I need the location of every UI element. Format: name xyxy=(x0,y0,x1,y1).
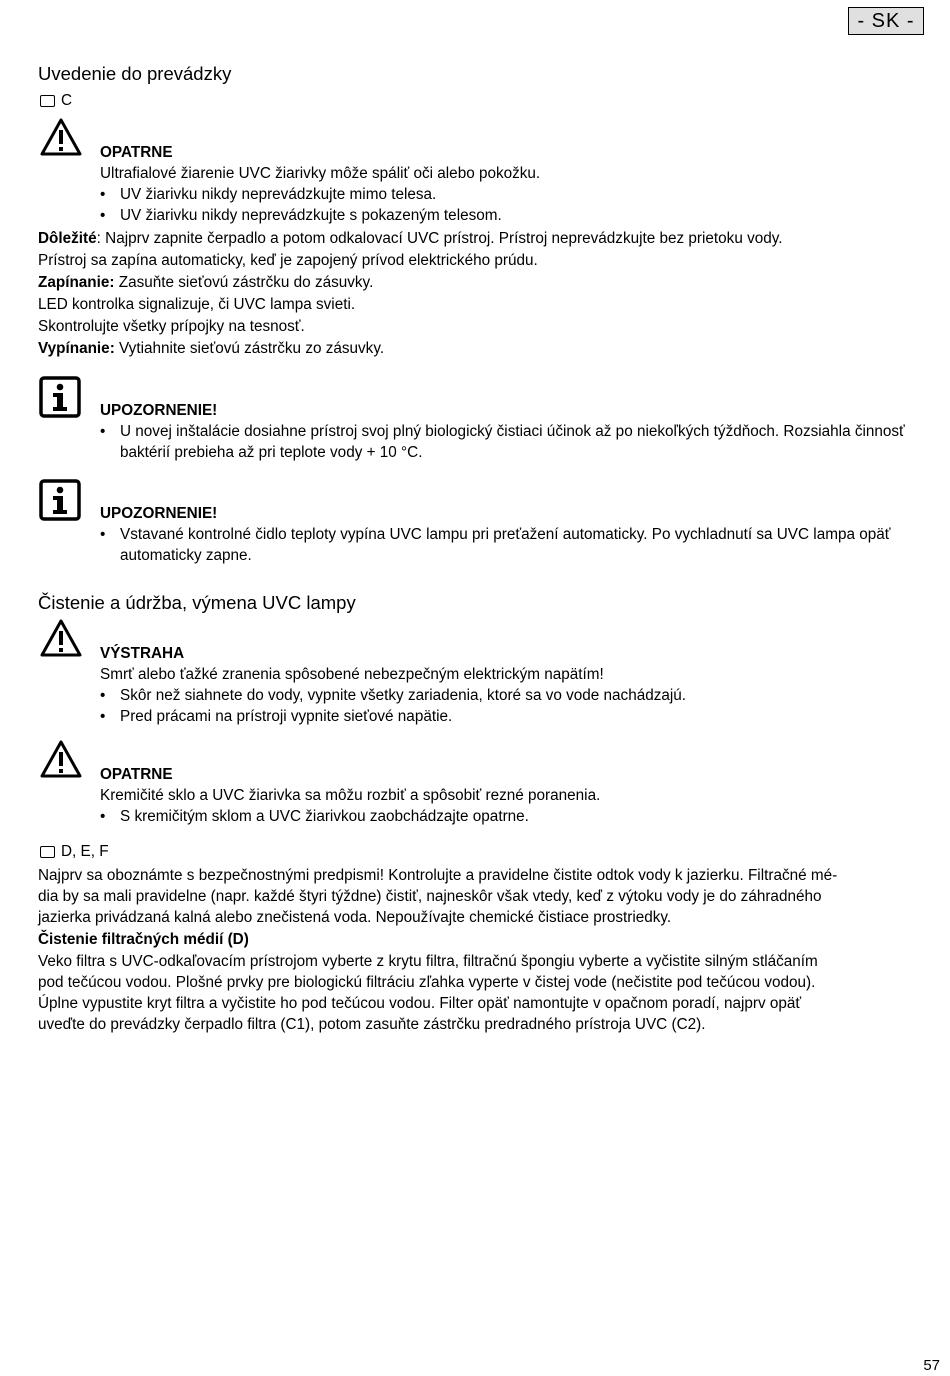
info-icon xyxy=(39,479,81,521)
warning-bullet-list xyxy=(100,685,930,727)
section-heading-maintenance: Čistenie a údržba, výmena UVC lampy xyxy=(38,592,356,613)
auto-on-line: Prístroj sa zapína automaticky, keď je zapojený prívod elektrického prúdu. xyxy=(38,252,538,269)
note-bullet-list xyxy=(100,421,930,463)
paragraph-line: uveďte do prevádzky čerpadlo filtra (C1), potom zasuňte zástrčku predradného prístroja UVC (C2). xyxy=(38,1016,706,1033)
warning-triangle-icon xyxy=(40,117,82,157)
note-bullet-list xyxy=(100,524,930,566)
caution-bullet-list xyxy=(100,184,930,226)
figure-reference xyxy=(40,90,72,111)
note-title: UPOZORNENIE! xyxy=(100,402,218,419)
switch-on-text: Zasuňte sieťovú zástrčku do zásuvky. xyxy=(114,274,374,291)
paragraph-line: pod tečúcou vodou. Plošné prvky pre biologickú filtráciu zľahka vyperte v čistej vode (nečistite pod tečúcou vodou). xyxy=(38,974,816,991)
warning-title: VÝSTRAHA xyxy=(100,645,185,662)
figure-reference-label: C xyxy=(61,92,73,109)
list-item: • Vstavané kontrolné čidlo teploty vypína UVC lampu pri preťažení automaticky. Po vychladnutí sa UVC lampa opäť automaticky zapne. xyxy=(100,524,930,566)
note-title: UPOZORNENIE! xyxy=(100,505,218,522)
caution-title: OPATRNE xyxy=(100,144,173,161)
important-label: Dôležité xyxy=(38,230,97,247)
switch-off-line xyxy=(38,338,918,359)
section-heading-commissioning: Uvedenie do prevádzky xyxy=(38,63,232,84)
paragraph-line: jazierka privádzaná kalná alebo znečistená voda. Nepoužívajte chemické čistiace prostriedky. xyxy=(38,909,672,926)
caution-text: Kremičité sklo a UVC žiarivka sa môžu rozbiť a spôsobiť rezné poranenia. xyxy=(100,787,601,804)
info-icon xyxy=(39,376,81,418)
important-line xyxy=(38,228,918,249)
maintenance-paragraph xyxy=(38,865,918,1035)
paragraph-line: dia by sa mali pravidelne (napr. každé štyri týždne) čistiť, najneskôr však vtedy, keď z výtoku vody je do záhradného xyxy=(38,888,822,905)
caution-notice xyxy=(100,142,930,226)
sub-heading: Čistenie filtračných médií (D) xyxy=(38,931,249,948)
warning-notice xyxy=(100,643,930,727)
list-item: • Pred prácami na prístroji vypnite sieťové napätie. xyxy=(100,706,930,727)
switch-on-line xyxy=(38,272,918,293)
list-item: • Skôr než siahnete do vody, vypnite všetky zariadenia, ktoré sa vo vode nachádzajú. xyxy=(100,685,930,706)
commissioning-instructions xyxy=(38,228,918,359)
switch-on-label: Zapínanie: xyxy=(38,274,115,291)
note-notice xyxy=(100,400,930,463)
list-item: • U novej inštalácie dosiahne prístroj svoj plný biologický čistiaci účinok až po niekoľkých týždňoch. Rozsiahla činnosť baktérií prebieha až pri teplote vody + 10 °C. xyxy=(100,421,930,463)
language-tag: - SK - xyxy=(848,7,924,35)
caution-text: Ultrafialové žiarenie UVC žiarivky môže spáliť oči alebo pokožku. xyxy=(100,165,541,182)
figure-reference xyxy=(40,841,109,862)
paragraph-line: Úplne vypustite kryt filtra a vyčistite ho pod tečúcou vodou. Filter opäť namontujte v opačnom poradí, najprv opäť xyxy=(38,995,802,1012)
figure-reference-label: D, E, F xyxy=(61,843,109,860)
note-notice xyxy=(100,503,930,566)
paragraph-line: Veko filtra s UVC-odkaľovacím prístrojom vyberte z krytu filtra, filtračnú špongiu vyberte a vyčistite silným stláčaním xyxy=(38,953,818,970)
figure-box-icon xyxy=(40,846,55,858)
list-item: • UV žiarivku nikdy neprevádzkujte s pokazeným telesom. xyxy=(100,205,930,226)
list-item: • S kremičitým sklom a UVC žiarivkou zaobchádzajte opatrne. xyxy=(100,806,930,827)
caution-bullet-list xyxy=(100,806,930,827)
paragraph-line: Najprv sa oboznámte s bezpečnostnými predpismi! Kontrolujte a pravidelne čistite odtok vody k jazierku. Filtračné mé- xyxy=(38,867,838,884)
important-text: : Najprv zapnite čerpadlo a potom odkalovací UVC prístroj. Prístroj neprevádzkujte bez prietoku vody. xyxy=(96,230,783,247)
list-item: • UV žiarivku nikdy neprevádzkujte mimo telesa. xyxy=(100,184,930,205)
warning-triangle-icon xyxy=(40,618,82,658)
figure-box-icon xyxy=(40,95,55,107)
caution-notice xyxy=(100,764,930,827)
check-connections-line: Skontrolujte všetky prípojky na tesnosť. xyxy=(38,318,305,335)
page-number: 57 xyxy=(923,1357,940,1374)
caution-title: OPATRNE xyxy=(100,766,173,783)
switch-off-text: Vytiahnite sieťovú zástrčku zo zásuvky. xyxy=(114,340,385,357)
warning-triangle-icon xyxy=(40,739,82,779)
led-line: LED kontrolka signalizuje, či UVC lampa svieti. xyxy=(38,296,356,313)
warning-text: Smrť alebo ťažké zranenia spôsobené nebezpečným elektrickým napätím! xyxy=(100,666,604,683)
switch-off-label: Vypínanie: xyxy=(38,340,115,357)
